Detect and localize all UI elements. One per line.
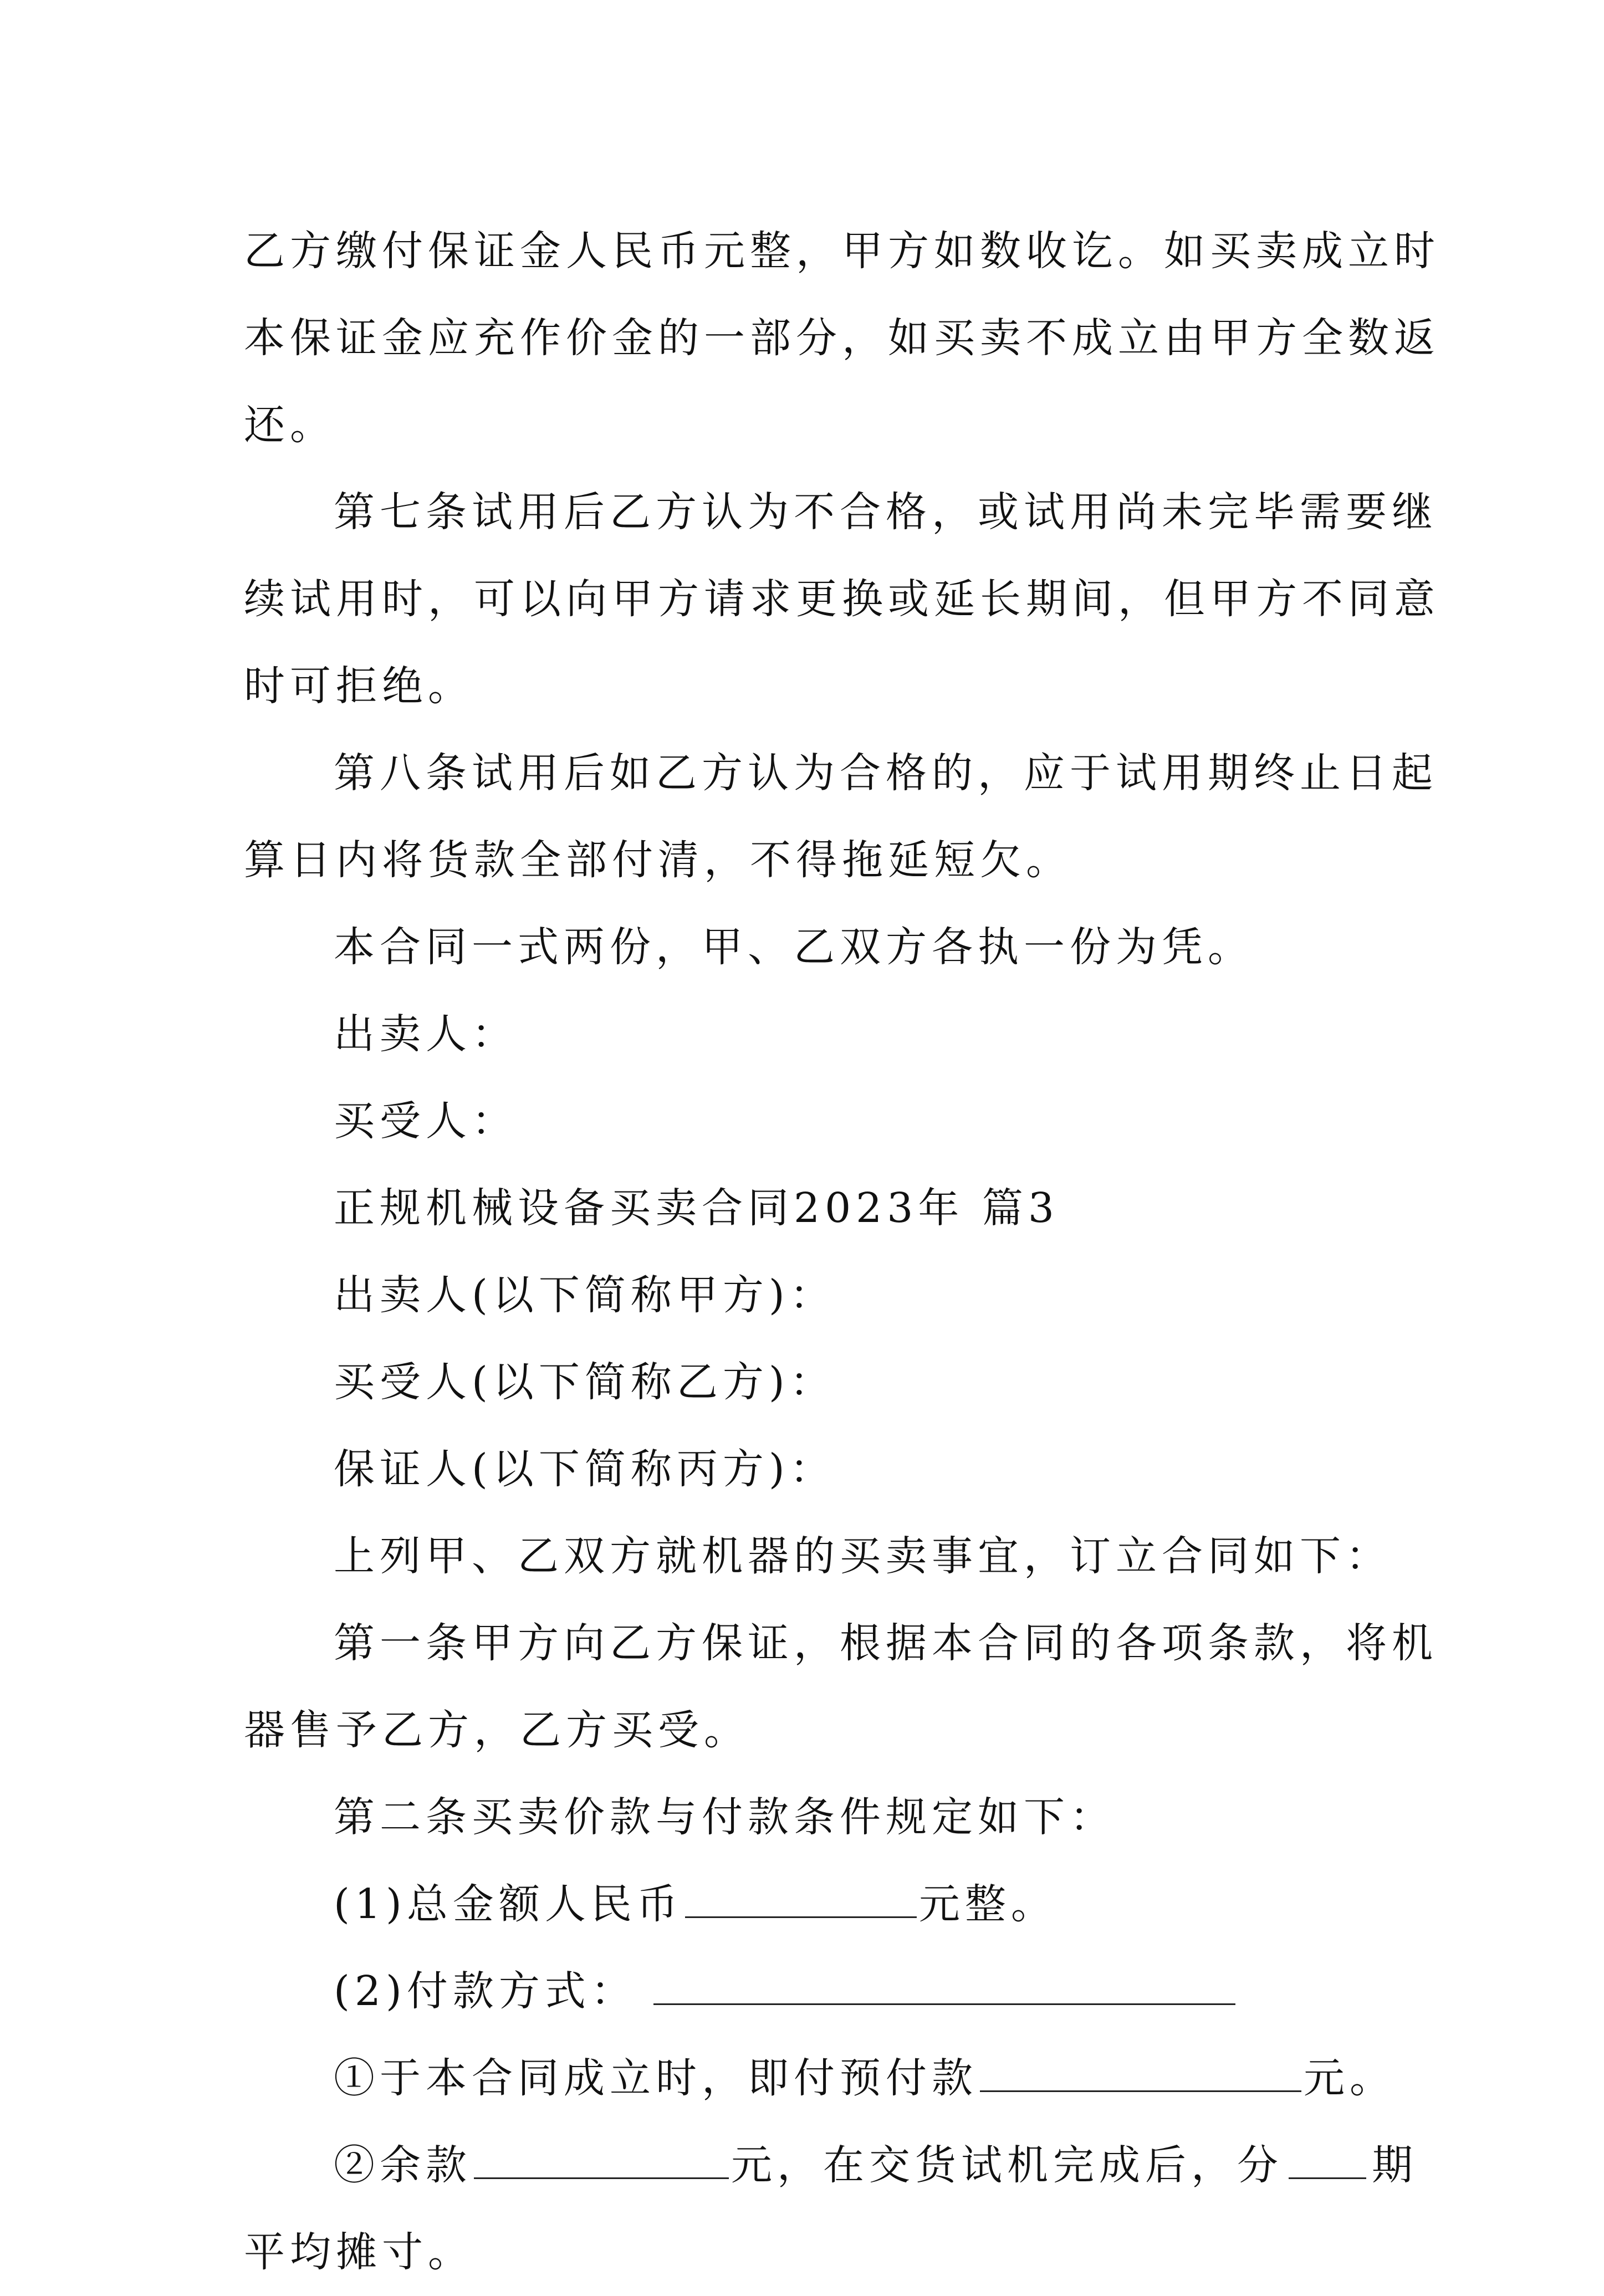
buyer-party-label: 买受人(以下简称乙方)： xyxy=(334,1358,836,1406)
prepayment-line xyxy=(244,2035,1396,2122)
balance-continuation: 平均摊寸。 xyxy=(244,2228,474,2276)
total-amount-blank[interactable] xyxy=(685,1883,917,1918)
buyer-signature-label: 买受人： xyxy=(334,1097,518,1145)
prepayment-label: ①于本合同成立时，即付预付款 xyxy=(334,2054,978,2102)
installment-count-blank[interactable] xyxy=(1289,2144,1366,2179)
paragraph-line: 算日内将货款全部付清，不得拖延短欠。 xyxy=(244,836,1072,884)
paragraph-line: 本保证金应充作价金的一部分，如买卖不成立由甲方全数返 xyxy=(244,314,1440,362)
total-amount-suffix: 元整。 xyxy=(918,1880,1057,1928)
prepayment-blank[interactable] xyxy=(980,2057,1301,2092)
preamble: 上列甲、乙双方就机器的买卖事宜，订立合同如下： xyxy=(334,1532,1392,1580)
guarantor-party-label: 保证人(以下简称丙方)： xyxy=(334,1445,836,1493)
article-8-line: 第八条试用后如乙方认为合格的，应于试用期终止日起 xyxy=(334,749,1438,797)
balance-line xyxy=(244,2122,1418,2209)
paragraph-line: 器售予乙方，乙方买受。 xyxy=(244,1706,750,1754)
paragraph-line: 乙方缴付保证金人民币元整，甲方如数收讫。如买卖成立时 xyxy=(244,227,1440,275)
payment-method-blank[interactable] xyxy=(653,1970,1235,2005)
article-2-line: 第二条买卖价款与付款条件规定如下： xyxy=(334,1793,1116,1841)
section-title: 正规机械设备买卖合同2023年 篇3 xyxy=(334,1184,1059,1232)
balance-label: ②余款 xyxy=(334,2141,472,2189)
seller-party-label: 出卖人(以下简称甲方)： xyxy=(334,1271,836,1319)
article-7-line: 第七条试用后乙方认为不合格，或试用尚未完毕需要继 xyxy=(334,488,1438,536)
payment-method-label: (2)付款方式： xyxy=(334,1967,637,2015)
paragraph-line: 还。 xyxy=(244,401,336,449)
paragraph-line: 时可拒绝。 xyxy=(244,662,474,710)
document-body xyxy=(244,208,1440,2296)
payment-method-line xyxy=(244,1948,1375,2035)
balance-middle-text: 元，在交货试机完成后，分 xyxy=(731,2141,1283,2189)
paragraph-line: 续试用时，可以向甲方请求更换或延长期间，但甲方不同意 xyxy=(244,575,1440,623)
seller-signature-label: 出卖人： xyxy=(334,1010,518,1058)
copies-clause: 本合同一式两份，甲、乙双方各执一份为凭。 xyxy=(334,923,1254,971)
total-amount-line xyxy=(244,1861,1375,1948)
prepayment-suffix: 元。 xyxy=(1304,2054,1396,2102)
balance-amount-blank[interactable] xyxy=(474,2144,729,2179)
article-1-line: 第一条甲方向乙方保证，根据本合同的各项条款，将机 xyxy=(334,1619,1438,1667)
balance-suffix: 期 xyxy=(1372,2141,1418,2189)
total-amount-label: (1)总金额人民币 xyxy=(334,1880,683,1928)
